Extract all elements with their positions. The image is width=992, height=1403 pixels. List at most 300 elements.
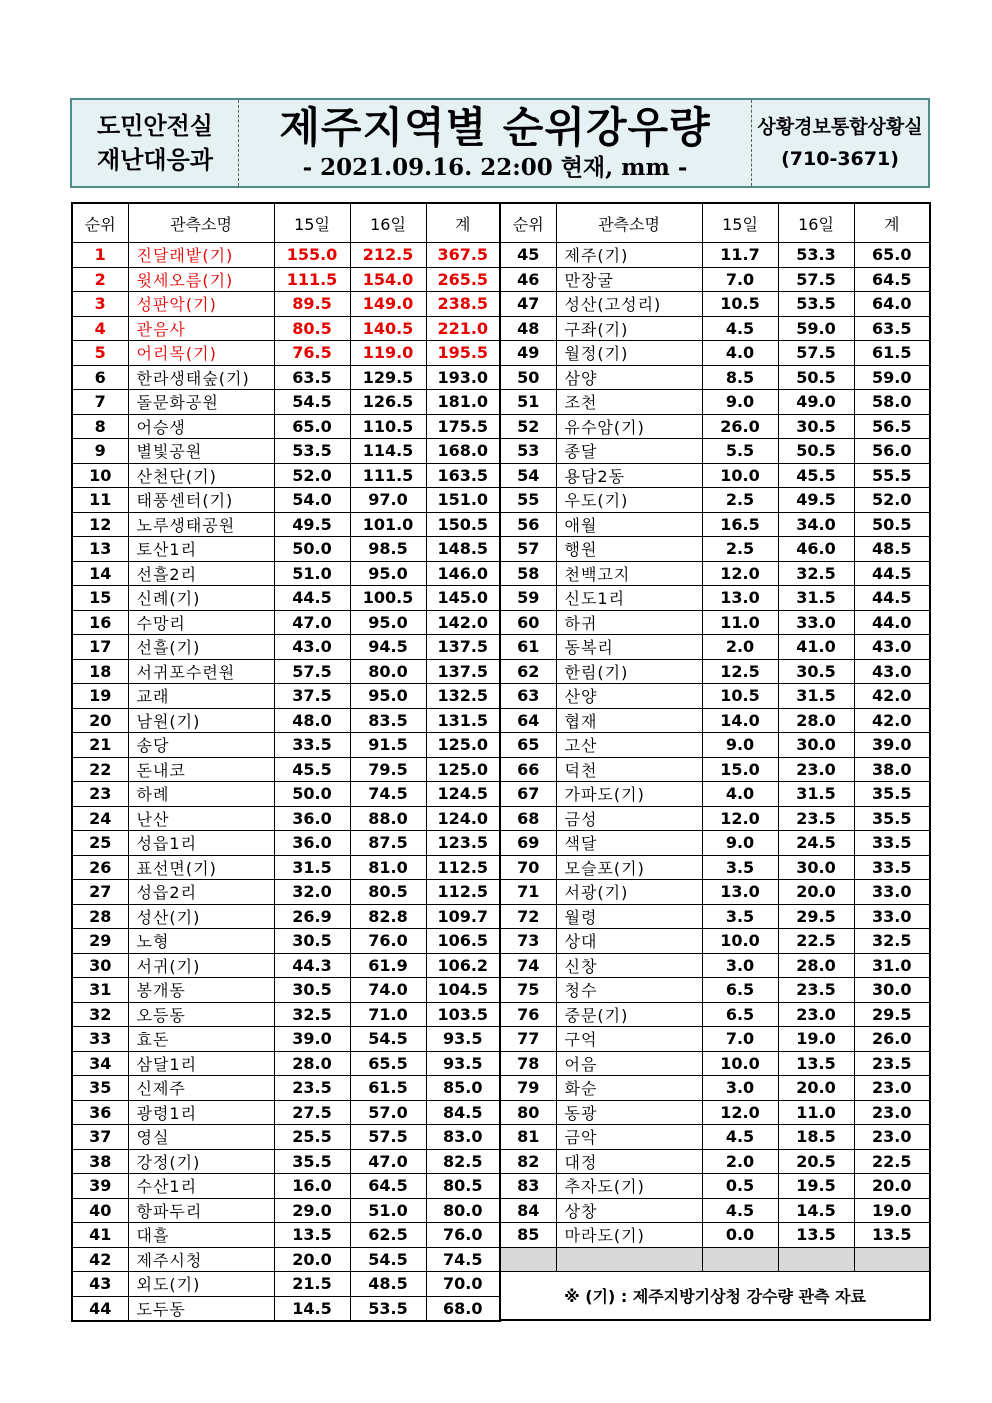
footnote-row bbox=[500, 1272, 930, 1321]
rank-cell: 37 bbox=[72, 1125, 128, 1150]
day16-cell: 149.0 bbox=[350, 292, 426, 317]
station-name-cell: 노형 bbox=[128, 929, 274, 954]
total-cell: 83.0 bbox=[426, 1125, 500, 1150]
rank-cell: 18 bbox=[72, 659, 128, 684]
day15-cell: 20.0 bbox=[274, 1247, 350, 1272]
day15-cell: 35.5 bbox=[274, 1149, 350, 1174]
total-cell: 168.0 bbox=[426, 439, 500, 464]
station-name-cell: 추자도(기) bbox=[556, 1174, 702, 1199]
rank-cell: 27 bbox=[72, 880, 128, 905]
day16-cell: 19.5 bbox=[778, 1174, 854, 1199]
rank-cell: 10 bbox=[72, 463, 128, 488]
empty-cell bbox=[854, 1247, 930, 1272]
day15-cell: 52.0 bbox=[274, 463, 350, 488]
table-row bbox=[72, 341, 500, 366]
rank-cell: 46 bbox=[500, 267, 556, 292]
day15-cell: 30.5 bbox=[274, 978, 350, 1003]
total-cell: 123.5 bbox=[426, 831, 500, 856]
station-name-cell: 하례 bbox=[128, 782, 274, 807]
rank-cell: 74 bbox=[500, 953, 556, 978]
total-cell: 106.2 bbox=[426, 953, 500, 978]
station-name-cell: 도두동 bbox=[128, 1296, 274, 1321]
rank-cell: 33 bbox=[72, 1027, 128, 1052]
rank-cell: 60 bbox=[500, 610, 556, 635]
day16-cell: 65.5 bbox=[350, 1051, 426, 1076]
col-day15: 15일 bbox=[274, 203, 350, 243]
day15-cell: 57.5 bbox=[274, 659, 350, 684]
station-name-cell: 성읍1리 bbox=[128, 831, 274, 856]
total-cell: 33.5 bbox=[854, 855, 930, 880]
total-cell: 33.0 bbox=[854, 880, 930, 905]
day16-cell: 13.5 bbox=[778, 1223, 854, 1248]
day16-cell: 18.5 bbox=[778, 1125, 854, 1150]
day16-cell: 140.5 bbox=[350, 316, 426, 341]
col-rank: 순위 bbox=[72, 203, 128, 243]
table-row bbox=[72, 316, 500, 341]
total-cell: 33.0 bbox=[854, 904, 930, 929]
total-cell: 29.5 bbox=[854, 1002, 930, 1027]
total-cell: 23.0 bbox=[854, 1125, 930, 1150]
rank-cell: 48 bbox=[500, 316, 556, 341]
total-cell: 59.0 bbox=[854, 365, 930, 390]
total-cell: 76.0 bbox=[426, 1223, 500, 1248]
rank-cell: 25 bbox=[72, 831, 128, 856]
day16-cell: 54.5 bbox=[350, 1027, 426, 1052]
total-cell: 55.5 bbox=[854, 463, 930, 488]
total-cell: 33.5 bbox=[854, 831, 930, 856]
day15-cell: 89.5 bbox=[274, 292, 350, 317]
table-row bbox=[500, 537, 930, 562]
rank-cell: 1 bbox=[72, 243, 128, 268]
day15-cell: 23.5 bbox=[274, 1076, 350, 1101]
day16-cell: 31.5 bbox=[778, 782, 854, 807]
day16-cell: 76.0 bbox=[350, 929, 426, 954]
station-name-cell: 월정(기) bbox=[556, 341, 702, 366]
table-row bbox=[500, 512, 930, 537]
total-cell: 70.0 bbox=[426, 1272, 500, 1297]
day15-cell: 9.0 bbox=[702, 390, 778, 415]
day16-cell: 50.5 bbox=[778, 365, 854, 390]
day15-cell: 6.5 bbox=[702, 978, 778, 1003]
day15-cell: 0.5 bbox=[702, 1174, 778, 1199]
rank-cell: 34 bbox=[72, 1051, 128, 1076]
total-cell: 163.5 bbox=[426, 463, 500, 488]
table-row bbox=[500, 953, 930, 978]
day16-cell: 98.5 bbox=[350, 537, 426, 562]
day15-cell: 31.5 bbox=[274, 855, 350, 880]
day16-cell: 23.5 bbox=[778, 978, 854, 1003]
rank-cell: 30 bbox=[72, 953, 128, 978]
day16-cell: 45.5 bbox=[778, 463, 854, 488]
table-row bbox=[500, 365, 930, 390]
table-row bbox=[500, 316, 930, 341]
table-row bbox=[500, 243, 930, 268]
day16-cell: 57.5 bbox=[778, 341, 854, 366]
rank-cell: 69 bbox=[500, 831, 556, 856]
day15-cell: 49.5 bbox=[274, 512, 350, 537]
total-cell: 80.0 bbox=[426, 1198, 500, 1223]
station-name-cell: 한림(기) bbox=[556, 659, 702, 684]
table-row bbox=[72, 586, 500, 611]
station-name-cell: 금악 bbox=[556, 1125, 702, 1150]
table-row bbox=[72, 904, 500, 929]
rank-cell: 49 bbox=[500, 341, 556, 366]
day16-cell: 30.5 bbox=[778, 414, 854, 439]
station-name-cell: 선흘(기) bbox=[128, 635, 274, 660]
contact-block bbox=[752, 100, 928, 186]
day16-cell: 23.0 bbox=[778, 1002, 854, 1027]
rank-cell: 43 bbox=[72, 1272, 128, 1297]
station-name-cell: 가파도(기) bbox=[556, 782, 702, 807]
total-cell: 125.0 bbox=[426, 733, 500, 758]
rank-cell: 11 bbox=[72, 488, 128, 513]
station-name-cell: 조천 bbox=[556, 390, 702, 415]
rank-cell: 50 bbox=[500, 365, 556, 390]
day15-cell: 13.0 bbox=[702, 586, 778, 611]
rank-cell: 5 bbox=[72, 341, 128, 366]
station-name-cell: 구좌(기) bbox=[556, 316, 702, 341]
rank-cell: 44 bbox=[72, 1296, 128, 1321]
day16-cell: 51.0 bbox=[350, 1198, 426, 1223]
day16-cell: 23.5 bbox=[778, 806, 854, 831]
office-line1: 도민안전실 bbox=[97, 112, 213, 140]
station-name-cell: 수산1리 bbox=[128, 1174, 274, 1199]
rank-cell: 9 bbox=[72, 439, 128, 464]
day16-cell: 61.5 bbox=[350, 1076, 426, 1101]
day15-cell: 4.5 bbox=[702, 1198, 778, 1223]
day16-cell: 47.0 bbox=[350, 1149, 426, 1174]
rank-cell: 28 bbox=[72, 904, 128, 929]
table-row bbox=[72, 1002, 500, 1027]
rank-cell: 63 bbox=[500, 684, 556, 709]
rank-cell: 70 bbox=[500, 855, 556, 880]
empty-cell bbox=[556, 1247, 702, 1272]
total-cell: 20.0 bbox=[854, 1174, 930, 1199]
day15-cell: 30.5 bbox=[274, 929, 350, 954]
day16-cell: 49.5 bbox=[778, 488, 854, 513]
day16-cell: 119.0 bbox=[350, 341, 426, 366]
rank-cell: 77 bbox=[500, 1027, 556, 1052]
table-row bbox=[500, 659, 930, 684]
total-cell: 56.0 bbox=[854, 439, 930, 464]
day15-cell: 25.5 bbox=[274, 1125, 350, 1150]
rank-cell: 81 bbox=[500, 1125, 556, 1150]
total-cell: 124.0 bbox=[426, 806, 500, 831]
rank-cell: 58 bbox=[500, 561, 556, 586]
day15-cell: 14.5 bbox=[274, 1296, 350, 1321]
day16-cell: 91.5 bbox=[350, 733, 426, 758]
day15-cell: 48.0 bbox=[274, 708, 350, 733]
day16-cell: 20.0 bbox=[778, 880, 854, 905]
station-name-cell: 성읍2리 bbox=[128, 880, 274, 905]
station-name-cell: 오등동 bbox=[128, 1002, 274, 1027]
station-name-cell: 하귀 bbox=[556, 610, 702, 635]
station-name-cell: 산양 bbox=[556, 684, 702, 709]
station-name-cell: 서귀(기) bbox=[128, 953, 274, 978]
table-row bbox=[500, 929, 930, 954]
table-row bbox=[72, 1296, 500, 1321]
empty-cell bbox=[500, 1247, 556, 1272]
rank-cell: 38 bbox=[72, 1149, 128, 1174]
day15-cell: 4.5 bbox=[702, 316, 778, 341]
rank-cell: 19 bbox=[72, 684, 128, 709]
station-name-cell: 관음사 bbox=[128, 316, 274, 341]
station-name-cell: 성산(기) bbox=[128, 904, 274, 929]
total-cell: 132.5 bbox=[426, 684, 500, 709]
day15-cell: 12.5 bbox=[702, 659, 778, 684]
day15-cell: 14.0 bbox=[702, 708, 778, 733]
station-name-cell: 우도(기) bbox=[556, 488, 702, 513]
table-row bbox=[500, 1051, 930, 1076]
day16-cell: 28.0 bbox=[778, 953, 854, 978]
total-cell: 32.5 bbox=[854, 929, 930, 954]
station-name-cell: 어리목(기) bbox=[128, 341, 274, 366]
day15-cell: 44.3 bbox=[274, 953, 350, 978]
station-name-cell: 난산 bbox=[128, 806, 274, 831]
table-row bbox=[72, 463, 500, 488]
station-name-cell: 대흘 bbox=[128, 1223, 274, 1248]
footnote: ※ (기) : 제주지방기상청 강수량 관측 자료 bbox=[500, 1272, 930, 1321]
day16-cell: 95.0 bbox=[350, 561, 426, 586]
total-cell: 48.5 bbox=[854, 537, 930, 562]
station-name-cell: 협재 bbox=[556, 708, 702, 733]
rank-cell: 83 bbox=[500, 1174, 556, 1199]
rank-cell: 54 bbox=[500, 463, 556, 488]
total-cell: 84.5 bbox=[426, 1100, 500, 1125]
total-cell: 61.5 bbox=[854, 341, 930, 366]
total-cell: 238.5 bbox=[426, 292, 500, 317]
table-row bbox=[500, 978, 930, 1003]
rank-cell: 55 bbox=[500, 488, 556, 513]
day15-cell: 3.5 bbox=[702, 855, 778, 880]
total-cell: 23.0 bbox=[854, 1076, 930, 1101]
total-cell: 42.0 bbox=[854, 708, 930, 733]
table-row bbox=[500, 341, 930, 366]
station-name-cell: 태풍센터(기) bbox=[128, 488, 274, 513]
table-row bbox=[500, 1100, 930, 1125]
rank-cell: 84 bbox=[500, 1198, 556, 1223]
total-cell: 195.5 bbox=[426, 341, 500, 366]
table-row bbox=[500, 488, 930, 513]
rank-cell: 21 bbox=[72, 733, 128, 758]
rank-cell: 47 bbox=[500, 292, 556, 317]
table-row bbox=[500, 1223, 930, 1248]
col-total: 계 bbox=[426, 203, 500, 243]
table-row bbox=[500, 831, 930, 856]
col-rank: 순위 bbox=[500, 203, 556, 243]
rank-cell: 76 bbox=[500, 1002, 556, 1027]
total-cell: 181.0 bbox=[426, 390, 500, 415]
total-cell: 93.5 bbox=[426, 1027, 500, 1052]
day16-cell: 94.5 bbox=[350, 635, 426, 660]
table-row bbox=[72, 1198, 500, 1223]
station-name-cell: 신창 bbox=[556, 953, 702, 978]
rank-cell: 75 bbox=[500, 978, 556, 1003]
rank-cell: 4 bbox=[72, 316, 128, 341]
rank-cell: 36 bbox=[72, 1100, 128, 1125]
day16-cell: 82.8 bbox=[350, 904, 426, 929]
day16-cell: 154.0 bbox=[350, 267, 426, 292]
day16-cell: 30.5 bbox=[778, 659, 854, 684]
day15-cell: 53.5 bbox=[274, 439, 350, 464]
total-cell: 265.5 bbox=[426, 267, 500, 292]
station-name-cell: 신제주 bbox=[128, 1076, 274, 1101]
day15-cell: 3.0 bbox=[702, 1076, 778, 1101]
day15-cell: 32.5 bbox=[274, 1002, 350, 1027]
station-name-cell: 수망리 bbox=[128, 610, 274, 635]
table-row bbox=[72, 414, 500, 439]
station-name-cell: 강정(기) bbox=[128, 1149, 274, 1174]
total-cell: 64.5 bbox=[854, 267, 930, 292]
total-cell: 64.0 bbox=[854, 292, 930, 317]
table-row bbox=[500, 267, 930, 292]
table-row bbox=[72, 292, 500, 317]
total-cell: 148.5 bbox=[426, 537, 500, 562]
rank-cell: 41 bbox=[72, 1223, 128, 1248]
table-row bbox=[500, 1149, 930, 1174]
table-row bbox=[500, 561, 930, 586]
station-name-cell: 화순 bbox=[556, 1076, 702, 1101]
station-name-cell: 마라도(기) bbox=[556, 1223, 702, 1248]
table-header-row bbox=[72, 203, 500, 243]
rank-cell: 39 bbox=[72, 1174, 128, 1199]
day16-cell: 81.0 bbox=[350, 855, 426, 880]
col-station: 관측소명 bbox=[556, 203, 702, 243]
table-row bbox=[500, 586, 930, 611]
total-cell: 26.0 bbox=[854, 1027, 930, 1052]
table-row bbox=[72, 1100, 500, 1125]
day15-cell: 51.0 bbox=[274, 561, 350, 586]
col-day15: 15일 bbox=[702, 203, 778, 243]
station-name-cell: 영실 bbox=[128, 1125, 274, 1150]
station-name-cell: 구억 bbox=[556, 1027, 702, 1052]
station-name-cell: 유수암(기) bbox=[556, 414, 702, 439]
rank-cell: 29 bbox=[72, 929, 128, 954]
station-name-cell: 서광(기) bbox=[556, 880, 702, 905]
table-row bbox=[72, 365, 500, 390]
rank-cell: 17 bbox=[72, 635, 128, 660]
station-name-cell: 덕천 bbox=[556, 757, 702, 782]
rank-cell: 23 bbox=[72, 782, 128, 807]
table-row bbox=[500, 757, 930, 782]
station-name-cell: 어음 bbox=[556, 1051, 702, 1076]
day15-cell: 10.0 bbox=[702, 1051, 778, 1076]
rank-cell: 62 bbox=[500, 659, 556, 684]
total-cell: 109.7 bbox=[426, 904, 500, 929]
rank-cell: 80 bbox=[500, 1100, 556, 1125]
page-title: 제주지역별 순위강우량 bbox=[279, 103, 711, 152]
rank-cell: 82 bbox=[500, 1149, 556, 1174]
day15-cell: 13.5 bbox=[274, 1223, 350, 1248]
rank-cell: 14 bbox=[72, 561, 128, 586]
station-name-cell: 성판악(기) bbox=[128, 292, 274, 317]
table-row bbox=[72, 267, 500, 292]
total-cell: 104.5 bbox=[426, 978, 500, 1003]
day16-cell: 23.0 bbox=[778, 757, 854, 782]
rank-cell: 51 bbox=[500, 390, 556, 415]
day16-cell: 33.0 bbox=[778, 610, 854, 635]
station-name-cell: 송당 bbox=[128, 733, 274, 758]
day15-cell: 26.0 bbox=[702, 414, 778, 439]
table-row bbox=[72, 1174, 500, 1199]
day15-cell: 21.5 bbox=[274, 1272, 350, 1297]
day16-cell: 114.5 bbox=[350, 439, 426, 464]
day15-cell: 10.0 bbox=[702, 929, 778, 954]
day15-cell: 2.0 bbox=[702, 635, 778, 660]
total-cell: 35.5 bbox=[854, 782, 930, 807]
day15-cell: 50.0 bbox=[274, 782, 350, 807]
table-row bbox=[72, 855, 500, 880]
rank-cell: 22 bbox=[72, 757, 128, 782]
total-cell: 93.5 bbox=[426, 1051, 500, 1076]
col-total: 계 bbox=[854, 203, 930, 243]
table-row bbox=[72, 831, 500, 856]
table-row bbox=[72, 390, 500, 415]
station-name-cell: 애월 bbox=[556, 512, 702, 537]
rank-cell: 42 bbox=[72, 1247, 128, 1272]
day16-cell: 80.0 bbox=[350, 659, 426, 684]
day16-cell: 22.5 bbox=[778, 929, 854, 954]
table-row bbox=[500, 684, 930, 709]
rank-cell: 68 bbox=[500, 806, 556, 831]
day15-cell: 12.0 bbox=[702, 1100, 778, 1125]
total-cell: 193.0 bbox=[426, 365, 500, 390]
empty-cell bbox=[702, 1247, 778, 1272]
table-row bbox=[72, 1272, 500, 1297]
rank-cell: 85 bbox=[500, 1223, 556, 1248]
station-name-cell: 종달 bbox=[556, 439, 702, 464]
station-name-cell: 진달래밭(기) bbox=[128, 243, 274, 268]
day15-cell: 37.5 bbox=[274, 684, 350, 709]
day16-cell: 29.5 bbox=[778, 904, 854, 929]
table-row bbox=[500, 292, 930, 317]
day16-cell: 50.5 bbox=[778, 439, 854, 464]
station-name-cell: 고산 bbox=[556, 733, 702, 758]
table-row bbox=[500, 855, 930, 880]
station-name-cell: 외도(기) bbox=[128, 1272, 274, 1297]
table-row bbox=[500, 610, 930, 635]
day15-cell: 36.0 bbox=[274, 831, 350, 856]
day15-cell: 27.5 bbox=[274, 1100, 350, 1125]
station-name-cell: 남원(기) bbox=[128, 708, 274, 733]
total-cell: 137.5 bbox=[426, 659, 500, 684]
day15-cell: 63.5 bbox=[274, 365, 350, 390]
table-row bbox=[72, 953, 500, 978]
table-row bbox=[72, 512, 500, 537]
total-cell: 22.5 bbox=[854, 1149, 930, 1174]
day15-cell: 4.5 bbox=[702, 1125, 778, 1150]
day15-cell: 155.0 bbox=[274, 243, 350, 268]
rainfall-table-left bbox=[71, 202, 501, 1322]
office-block bbox=[72, 100, 239, 186]
col-station: 관측소명 bbox=[128, 203, 274, 243]
rank-cell: 64 bbox=[500, 708, 556, 733]
total-cell: 112.5 bbox=[426, 855, 500, 880]
rainfall-table-right bbox=[499, 202, 931, 1321]
day15-cell: 54.5 bbox=[274, 390, 350, 415]
rank-cell: 16 bbox=[72, 610, 128, 635]
day15-cell: 26.9 bbox=[274, 904, 350, 929]
day16-cell: 24.5 bbox=[778, 831, 854, 856]
day15-cell: 0.0 bbox=[702, 1223, 778, 1248]
table-row bbox=[72, 243, 500, 268]
rank-cell: 71 bbox=[500, 880, 556, 905]
station-name-cell: 상창 bbox=[556, 1198, 702, 1223]
table-row bbox=[72, 708, 500, 733]
table-row bbox=[500, 782, 930, 807]
rank-cell: 79 bbox=[500, 1076, 556, 1101]
total-cell: 142.0 bbox=[426, 610, 500, 635]
